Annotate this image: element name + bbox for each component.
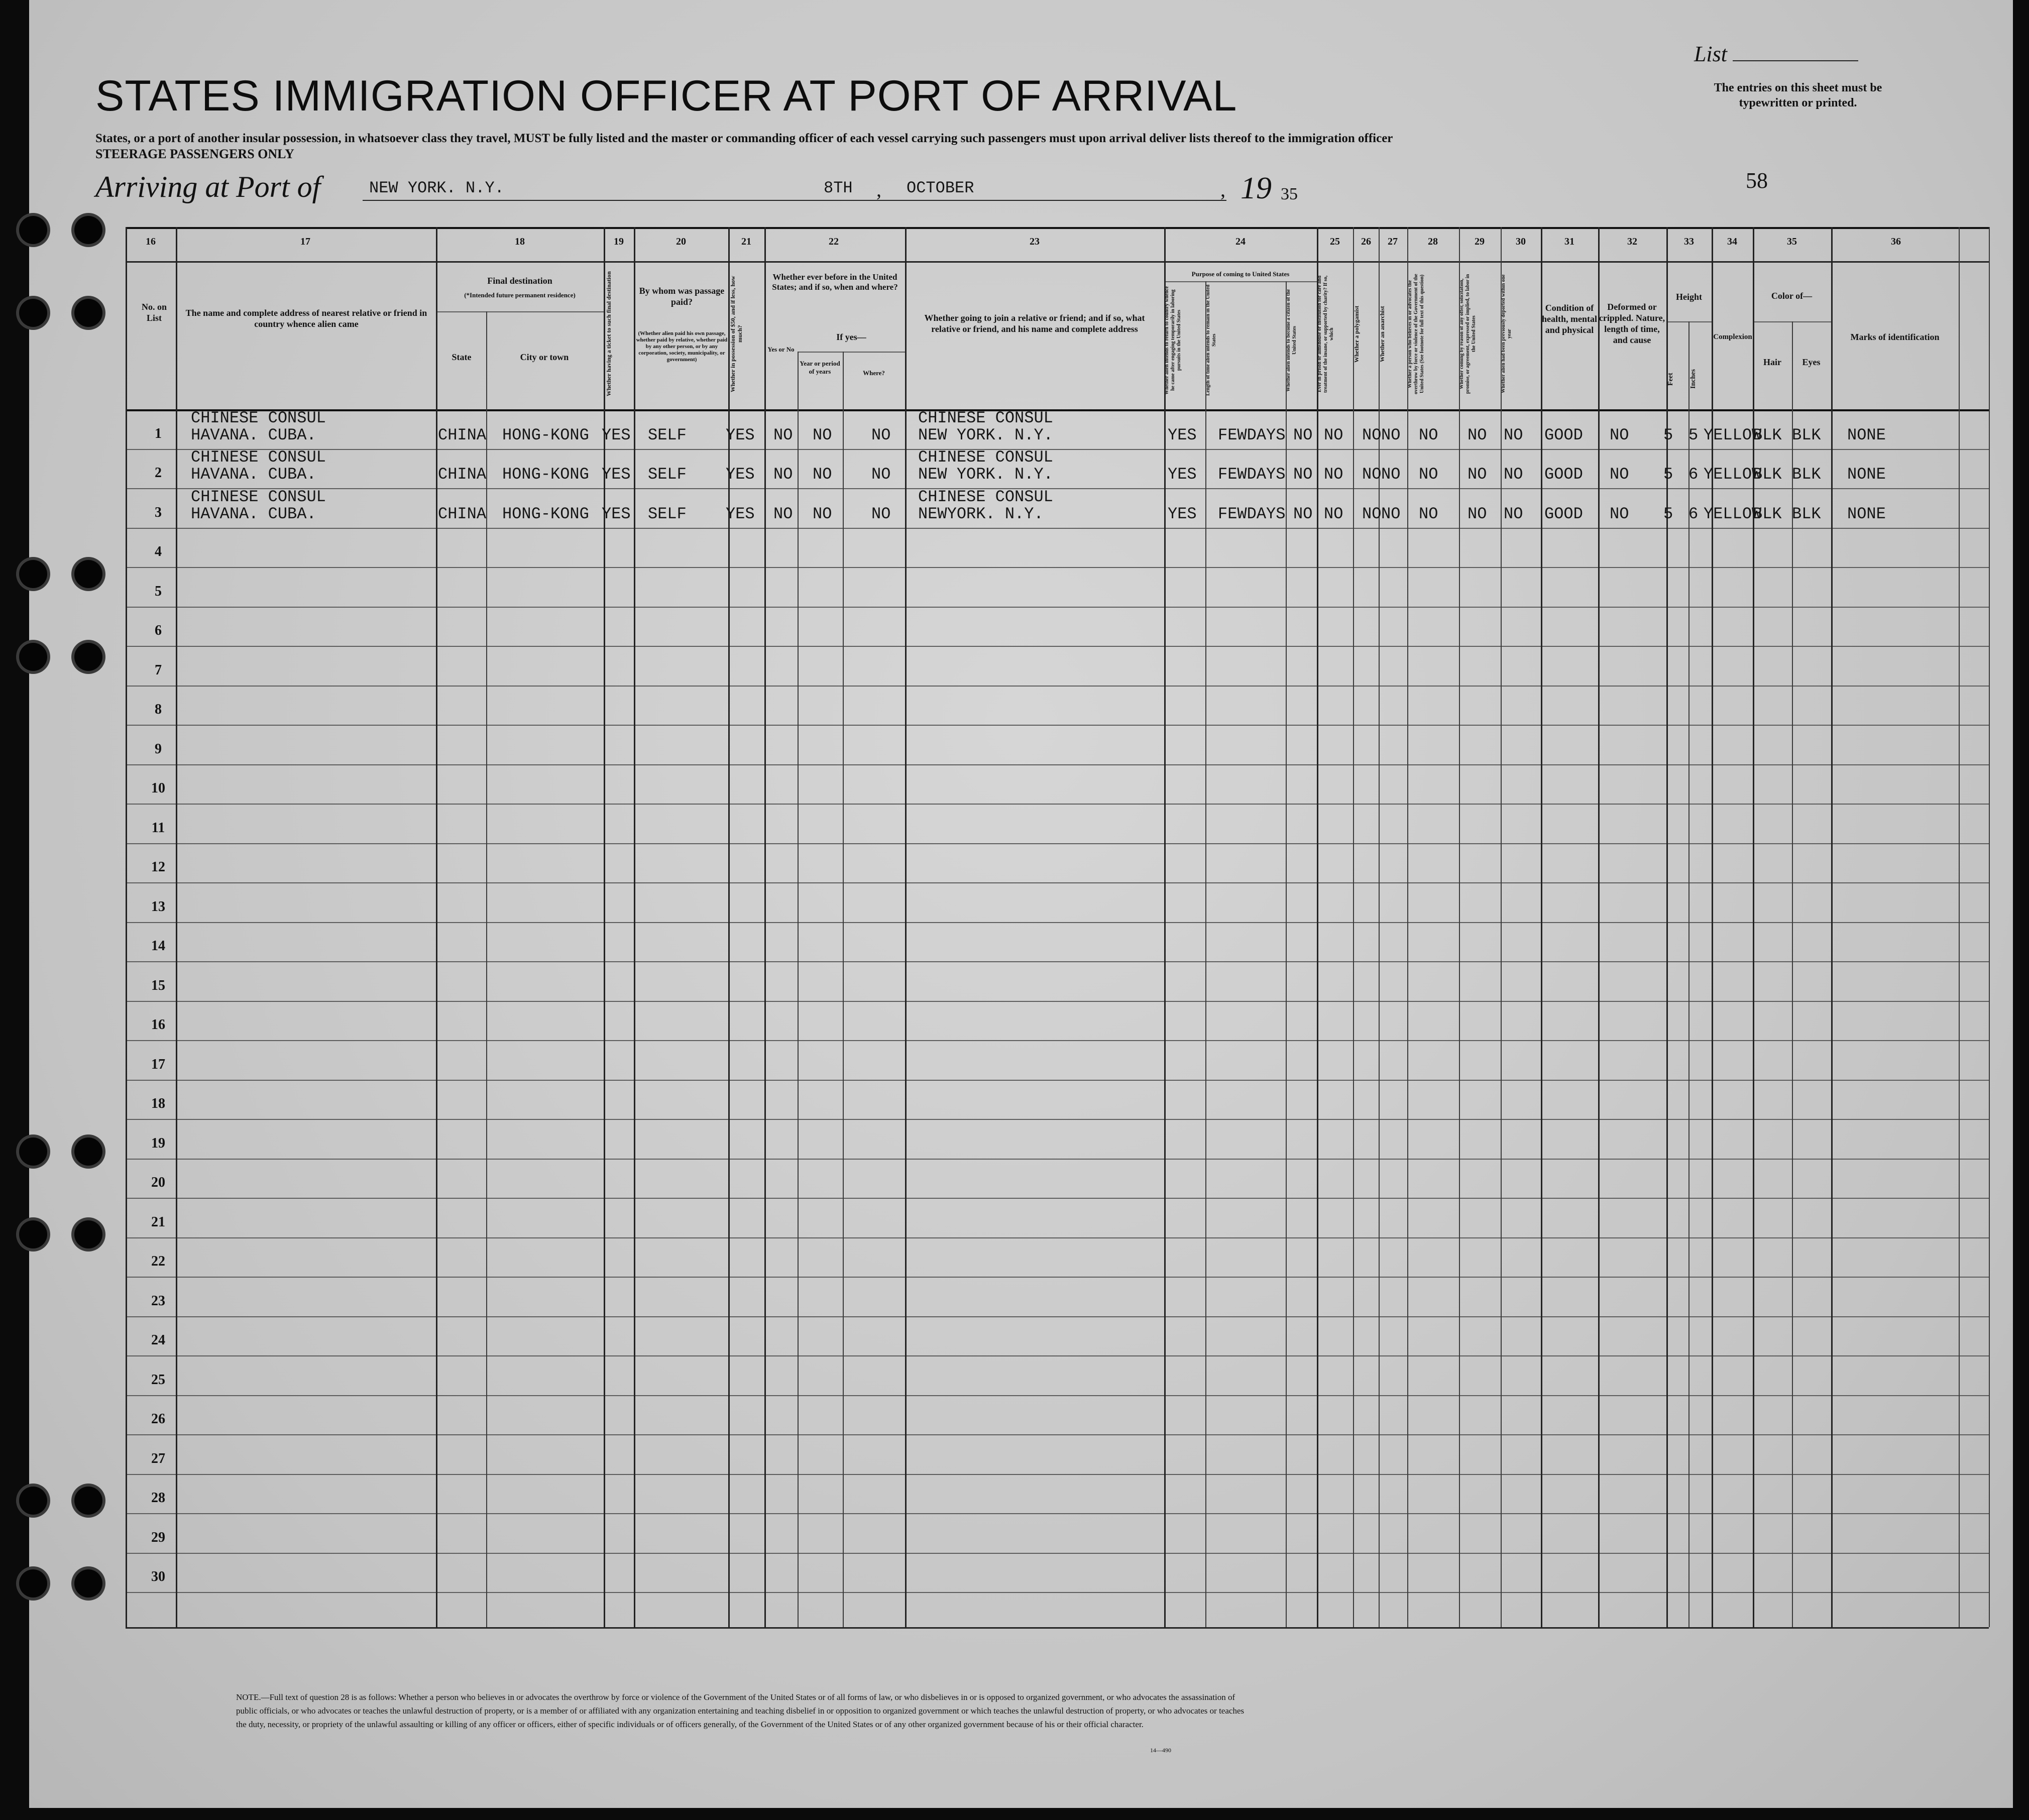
row-number: 3 [155,505,162,520]
final-destination-rule [436,311,604,312]
entry-offer: NO [1468,465,1487,484]
header-deformed: Deformed or crippled. Nature, length of time, and cause [1599,302,1665,345]
day-value: 8TH [824,179,853,197]
binder-hole [19,560,47,588]
entry-eyes: BLK [1792,426,1821,444]
entry-hair: BLK [1753,426,1782,444]
entry-years: NO [813,465,832,484]
header-purpose: Purpose of coming to United States [1191,270,1290,278]
column-rule [634,227,635,1627]
entry-feet: 5 [1663,465,1673,484]
entry-deported: NO [1504,505,1523,523]
entry-money: YES [726,505,755,523]
row-number: 11 [151,820,165,836]
header-state: State [452,352,472,362]
row-rule [126,843,1989,844]
row-rule [126,1474,1989,1475]
entry-money: YES [726,426,755,444]
binder-hole [74,1569,102,1598]
header-health: Condition of health, mental and physical [1542,303,1597,335]
row-number: 25 [151,1372,165,1388]
column-rule [1317,227,1318,1627]
entry-join-line2: NEW YORK. N.Y. [918,426,1053,444]
entry-prison: NO [1324,426,1343,444]
header-years: Year or period of years [800,360,840,375]
column-rule [1205,281,1206,1627]
entry-health: GOOD [1544,505,1583,523]
column-number: 32 [1627,236,1637,247]
arriving-label: Arriving at Port of [95,170,321,203]
entry-return: YES [1168,426,1197,444]
row-number: 17 [151,1057,165,1072]
entry-anarch: NO [1381,465,1401,484]
column-number: 35 [1787,236,1797,247]
row-number: 5 [155,584,162,599]
entry-ticket: YES [602,465,631,484]
header-join-relative: Whether going to join a relative or friend; and if so, what relative or friend, and his name and complete address [924,313,1145,334]
binder-hole [19,299,47,327]
purpose-rule [1164,281,1317,282]
entry-deformed: NO [1610,505,1629,523]
row-rule [126,1434,1989,1435]
column-rule [1831,227,1833,1627]
entry-state: CHINA [438,426,487,444]
column-rule [905,227,907,1627]
column-rule [436,227,437,1627]
sheet-number: 58 [1746,168,1768,193]
binder-hole [19,216,47,244]
entry-join-line1: CHINESE CONSUL [918,488,1053,506]
column-number: 21 [741,236,751,247]
entry-length: FEWDAYS [1218,426,1286,444]
entry-prison: NO [1324,505,1343,523]
entry-complexion: YELLOW [1704,426,1762,444]
entry-complexion: YELLOW [1704,505,1762,523]
entry-state: CHINA [438,465,487,484]
row-number: 30 [151,1569,165,1584]
entry-rel-line2: HAVANA. CUBA. [191,505,316,523]
entry-feet: 5 [1663,505,1673,523]
column-number: 19 [614,236,624,247]
column-rule [486,311,487,1627]
row-rule [126,567,1989,568]
row-rule [126,1237,1989,1238]
header-deported: Whether alien had been previously deported within one year [1501,274,1512,394]
entry-rel-line1: CHINESE CONSUL [191,409,326,427]
entry-hair: BLK [1753,465,1782,484]
entry-ticket: YES [602,426,631,444]
header-if-yes: If yes— [836,332,866,342]
table-top-rule [126,227,1989,229]
column-number: 18 [515,236,525,247]
header-height: Height [1676,292,1702,302]
subtitle-line: States, or a port of another insular possession, in whatsoever class they travel, MUST be fully listed and the master or commanding officer of each vessel carrying such passengers must upon arrival deliver lists thereof to the immigration officer [95,132,1393,145]
entry-state: CHINA [438,505,487,523]
row-number: 22 [151,1254,165,1269]
row-rule [126,804,1989,805]
column-rule [1989,227,1990,1627]
column-number: 23 [1030,236,1040,247]
header-inches: Inches [1689,369,1697,389]
row-rule [126,1080,1989,1081]
row-rule [126,1001,1989,1002]
if-yes-rule [798,352,905,353]
header-eyes: Eyes [1802,357,1821,367]
entry-rel-line2: HAVANA. CUBA. [191,426,316,444]
entry-paid: SELF [648,505,687,523]
row-rule [126,1198,1989,1199]
entry-overthrow: NO [1419,505,1438,523]
column-rule [1353,227,1354,1627]
binder-hole [74,1487,102,1515]
entry-city: HONG-KONG [502,465,589,484]
row-rule [126,961,1989,962]
column-rule [126,227,127,1627]
entry-deported: NO [1504,426,1523,444]
comma-separator: , [1220,178,1225,201]
header-ticket: Whether having a ticket to such final destination [605,271,612,397]
header-prison: Ever in prison or almshouse or institution for care and treatment of the insane, or supported by charity? If so, which [1317,275,1334,393]
row-rule [126,764,1989,765]
column-number: 36 [1891,236,1901,247]
row-rule [126,686,1989,687]
row-rule [126,607,1989,608]
binder-hole [19,643,47,671]
entry-deformed: NO [1610,465,1629,484]
header-city: City or town [520,352,569,362]
column-rule [1459,227,1460,1627]
arrival-line [363,200,1226,201]
entry-inches: 5 [1688,426,1699,444]
entry-prison: NO [1324,465,1343,484]
header-hair: Hair [1763,357,1781,367]
header-marks: Marks of identification [1850,332,1940,342]
column-rule [176,227,177,1627]
column-rule [843,352,844,1627]
row-number: 4 [155,544,162,559]
entry-money: YES [726,465,755,484]
header-complexion: Complexion [1713,333,1752,341]
row-number: 18 [151,1096,165,1111]
column-rule [1959,227,1960,1627]
column-number: 29 [1475,236,1485,247]
column-number: 26 [1361,236,1371,247]
entry-city: HONG-KONG [502,505,589,523]
column-rule [1541,227,1542,1627]
row-rule [126,1395,1989,1396]
entry-complexion: YELLOW [1704,465,1762,484]
column-rule [798,352,799,1627]
year-prefix: 19 [1241,171,1272,205]
entry-citizen: NO [1293,505,1313,523]
header-where: Where? [863,369,885,377]
row-rule [126,1316,1989,1317]
entry-deformed: NO [1610,426,1629,444]
entry-rel-line2: HAVANA. CUBA. [191,465,316,484]
column-number: 28 [1428,236,1438,247]
form-code: 14—490 [1150,1747,1171,1754]
row-rule [126,1159,1989,1160]
year-suffix: 35 [1281,185,1298,203]
column-number: 22 [829,236,839,247]
entry-where: NO [871,465,891,484]
header-final-destination: Final destination [487,276,552,286]
entry-marks: NONE [1847,505,1886,523]
entry-years: NO [813,505,832,523]
row-number: 24 [151,1332,165,1348]
entry-paid: SELF [648,465,687,484]
manifest-sheet [29,0,2013,1808]
entry-rel-line1: CHINESE CONSUL [191,488,326,506]
header-labor-offer: Whether coming by reason of any offer, solicitation, promise, or agreement, expressed or implied, to labor in the United States [1459,274,1477,394]
header-polygamist: Whether a polygamist [1353,305,1360,363]
column-number: 34 [1727,236,1737,247]
entry-where: NO [871,505,891,523]
entry-polyg: NO [1362,505,1382,523]
entry-citizen: NO [1293,426,1313,444]
header-no-on-list: No. on List [141,302,167,323]
port-value: NEW YORK. N.Y. [369,179,504,197]
entry-citizen: NO [1293,465,1313,484]
column-rule [1164,227,1166,1627]
row-rule [126,1277,1989,1278]
binder-hole [74,560,102,588]
binder-hole [74,299,102,327]
row-rule [126,1592,1989,1593]
entry-polyg: NO [1362,465,1382,484]
entry-offer: NO [1468,426,1487,444]
column-number: 20 [676,236,686,247]
header-passage-paid: By whom was passage paid? [639,286,725,307]
header-return-intent: Whether alien intends to return to country whence he came after engaging temporarily in laboring pursuits in the United States [1164,286,1182,395]
list-note: The entries on this sheet must be typewritten or printed. [1714,81,1882,109]
row-rule [126,922,1989,923]
row-number: 19 [151,1135,165,1151]
entry-before: NO [773,505,793,523]
row-number: 29 [151,1530,165,1545]
row-rule [126,646,1989,647]
header-citizen-intent: Whether alien intends to become a citizen of the United States [1286,289,1297,392]
binder-hole [74,1220,102,1248]
steerage-label: STEERAGE PASSENGERS ONLY [95,147,294,161]
row-number: 2 [155,465,162,481]
column-rule [1501,227,1502,1627]
column-number: 30 [1516,236,1526,247]
row-number: 20 [151,1175,165,1190]
entry-join-line1: CHINESE CONSUL [918,448,1053,467]
entry-deported: NO [1504,465,1523,484]
binder-hole [19,1569,47,1598]
entry-offer: NO [1468,505,1487,523]
entry-health: GOOD [1544,465,1583,484]
row-rule [126,1513,1989,1514]
header-anarchist: Whether an anarchist [1379,306,1386,362]
header-ever-before: Whether ever before in the United States; and if so, when and where? [772,272,898,292]
row-rule [126,1553,1989,1554]
row-number: 6 [155,623,162,638]
row-number: 27 [151,1451,165,1466]
column-number: 17 [300,236,310,247]
entry-length: FEWDAYS [1218,465,1286,484]
binder-hole [74,216,102,244]
row-rule [126,1040,1989,1041]
entry-anarch: NO [1381,505,1401,523]
header-relative-address: The name and complete address of nearest relative or friend in country whence alien came [185,308,427,329]
entry-overthrow: NO [1419,465,1438,484]
binder-hole [19,1487,47,1515]
column-number-rule [126,261,1989,263]
row-number: 9 [155,741,162,757]
entry-marks: NONE [1847,465,1886,484]
column-number: 25 [1330,236,1340,247]
entry-return: YES [1168,465,1197,484]
footnote: NOTE.—Full text of question 28 is as follows: Whether a person who believes in or advocates the overthrow by force or violence of the Government of the United States or of all forms of law, or who disbelieves in or is opposed to organized government, or who advocates the assassination of public officials, or who advocates or teaches the unlawful destruction of property, or is a member of or affiliated with any organization entertaining and teaching disbelief in or opposition to organized government or which teaches the unlawful destruction of property, or who advocates or teaches the duty, necessity, or propriety of the unlawful assaulting or killing of any officer or officers, either of specific individuals or of officers generally, of the Government of the United States or of any other organized government because of his or their official character. [236,1692,1245,1729]
row-rule [126,725,1989,726]
row-number: 15 [151,978,165,993]
row-number: 21 [151,1214,165,1230]
row-number: 16 [151,1017,165,1033]
column-number: 27 [1388,236,1398,247]
header-overthrow: Whether a person who believes in or advocates the overthrow by force or violence of the Government of the United States (See footnote for full text of this question) [1407,274,1425,394]
month-value: OCTOBER [907,179,974,197]
column-rule [1286,281,1287,1627]
row-number: 14 [151,938,165,954]
list-label: List [1694,41,1858,67]
binder-hole [74,1138,102,1166]
row-number: 13 [151,899,165,915]
entry-eyes: BLK [1792,465,1821,484]
row-number: 8 [155,702,162,717]
header-feet: Feet [1667,373,1674,386]
header-passage-paid-note: (Whether alien paid his own passage, whether paid by relative, whether paid by any other person, or by any corporation, society, municipality, or government) [636,330,728,363]
row-rule [126,449,1989,450]
entry-before: NO [773,465,793,484]
entry-paid: SELF [648,426,687,444]
entry-overthrow: NO [1419,426,1438,444]
entry-hair: BLK [1753,505,1782,523]
column-number: 33 [1684,236,1694,247]
header-length-of-stay: Length of time alien intends to remain in the United States [1205,284,1217,396]
row-number: 28 [151,1490,165,1506]
entry-feet: 5 [1663,426,1673,444]
row-number: 26 [151,1411,165,1427]
entry-inches: 6 [1688,465,1699,484]
comma-separator: , [876,178,881,201]
entry-length: FEWDAYS [1218,505,1286,523]
entry-eyes: BLK [1792,505,1821,523]
entry-where: NO [871,426,891,444]
header-color-of: Color of— [1771,291,1813,301]
binder-hole [19,1220,47,1248]
column-rule [1598,227,1600,1627]
row-number: 23 [151,1293,165,1309]
row-number: 7 [155,662,162,678]
row-rule [126,488,1989,489]
entry-years: NO [813,426,832,444]
row-number: 10 [151,780,165,796]
entry-polyg: NO [1362,426,1382,444]
row-rule [126,882,1989,883]
entry-inches: 6 [1688,505,1699,523]
header-bottom-rule [126,409,1989,411]
entry-join-line2: NEW YORK. N.Y. [918,465,1053,484]
entry-before: NO [773,426,793,444]
row-rule [126,528,1989,529]
column-number: 16 [146,236,156,247]
header-final-destination-note: (*Intended future permanent residence) [464,291,576,299]
row-rule [126,1119,1989,1120]
row-number: 12 [151,859,165,875]
page-title: STATES IMMIGRATION OFFICER AT PORT OF ARRIVAL [95,72,1237,120]
header-yes-no: Yes or No [767,346,795,353]
entry-health: GOOD [1544,426,1583,444]
binder-hole [74,643,102,671]
entry-join-line1: CHINESE CONSUL [918,409,1053,427]
column-number: 24 [1235,236,1246,247]
entry-anarch: NO [1381,426,1401,444]
entry-rel-line1: CHINESE CONSUL [191,448,326,467]
column-rule [764,227,766,1627]
entry-marks: NONE [1847,426,1886,444]
entry-return: YES [1168,505,1197,523]
entry-join-line2: NEWYORK. N.Y. [918,505,1044,523]
row-rule [126,1355,1989,1356]
entry-city: HONG-KONG [502,426,589,444]
header-money: Whether in possession of $50, and if less, how much? [729,276,743,392]
column-number: 31 [1564,236,1574,247]
binder-hole [19,1138,47,1166]
row-number: 1 [155,426,162,441]
column-rule [1407,227,1408,1627]
table-bottom-rule [126,1627,1989,1629]
entry-ticket: YES [602,505,631,523]
